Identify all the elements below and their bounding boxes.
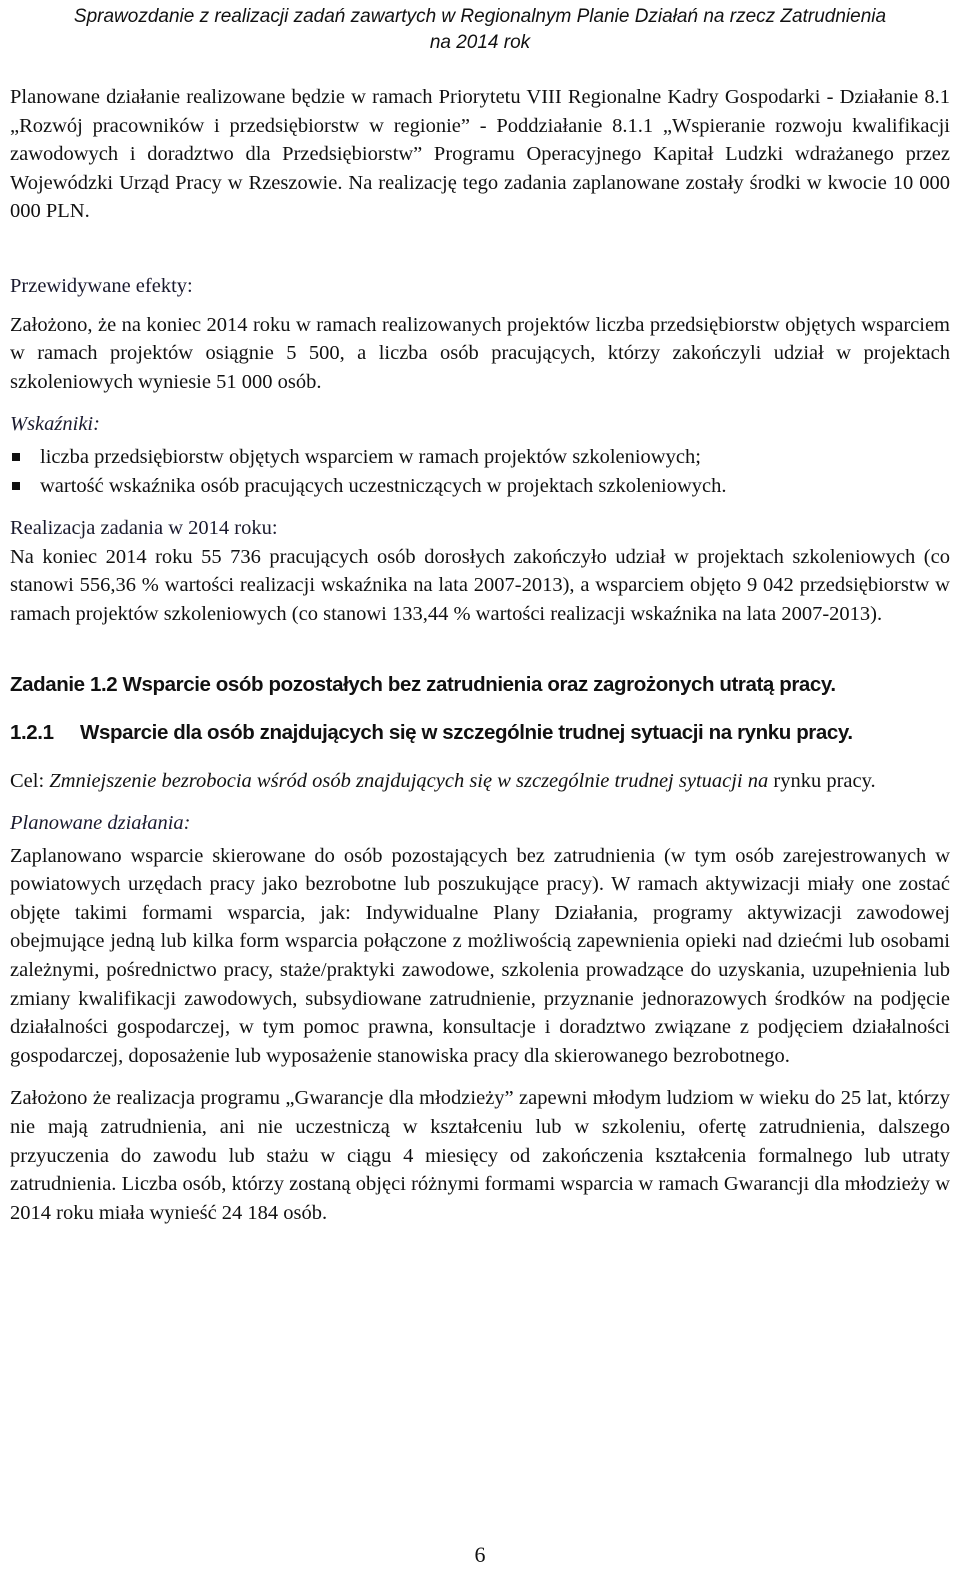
running-header [10, 0, 950, 56]
planned-paragraph: Zaplanowano wsparcie skierowane do osób pozostających bez zatrudnienia (w tym osób zarejestrowanych w powiatowych urzędach pracy jako bezrobotne lub poszukujące pracy). W ramach aktywizacji miały one zostać objęte takimi formami wsparcia, jak: Indywidualne Plany Działania, programy aktywizacji zawodowej obejmujące jedną lub kilka form wsparcia połączone z możliwością zapewnienia opieki nad dziećmi lub osobami zależnymi, pośrednictwo pracy, staże/praktyki zawodowe, szkolenia prowadzące do uzyskania, uzupełnienia lub zmiany kwalifikacji zawodowych, subsydiowane zatrudnienie, przyznanie jednorazowych środków na podjęcie działalności gospodarczej, w tym pomoc prawna, konsultacje i doradztwo związane z podjęciem działalności gospodarczej, doposażenie lub wyposażenie stanowiska pracy dla skierowanego bezrobotnego. [10, 844, 950, 1067]
subtask-title: Wsparcie dla osób znajdujących się w szczególnie trudnej sytuacji na rynku pracy. [80, 720, 853, 744]
list-item [10, 443, 950, 472]
square-bullet-icon [12, 453, 20, 461]
goal-text-end: rynku pracy. [773, 769, 876, 792]
effects-paragraph: Założono, że na koniec 2014 roku w ramach realizowanych projektów liczba przedsiębiorstw objętych wsparciem w ramach projektów osiągnie 5 500, a liczba osób pracujących, którzy zakończyli udział w projektach szkoleniowych wyniesie 51 000 osób. [10, 313, 950, 393]
planned-label: Planowane działania: [10, 812, 191, 835]
indicators-list [10, 443, 950, 500]
realization-label: Realizacja zadania w 2014 roku: [10, 517, 278, 540]
guarantee-paragraph: Założono że realizacja programu „Gwarancje dla młodzieży” zapewni młodym ludziom w wieku do 25 lat, którzy nie mają zatrudnienia, ani nie uczestniczą w kształceniu lub w szkoleniu, ofertę zatrudnienia, dalszego przyuczenia do zawodu lub stażu w ciągu 4 miesięcy od zakończenia kształcenia formalnego lub utraty zatrudnienia. Liczba osób, którzy zostaną objęci różnymi formami wsparcia w ramach Gwarancji dla młodzieży w 2014 roku miała wynieść 24 184 osób. [10, 1087, 950, 1224]
page-number: 6 [474, 1542, 486, 1567]
indicator-text: liczba przedsiębiorstw objętych wsparciem w ramach projektów szkoleniowych; [40, 445, 701, 468]
square-bullet-icon [12, 482, 20, 490]
effects-label: Przewidywane efekty: [10, 274, 193, 297]
subtask-number: 1.2.1 [10, 720, 54, 744]
header-line-2: na 2014 rok [429, 32, 531, 53]
intro-paragraph: Planowane działanie realizowane będzie w ramach Priorytetu VIII Regionalne Kadry Gospodarki - Działanie 8.1 „Rozwój pracowników i przedsiębiorstw w regionie” - Poddziałanie 8.1.1 „Wspieranie rozwoju kwalifikacji zawodowych i doradztwo dla Przedsiębiorstw” Programu Operacyjnego Kapitał Ludzki wdrażanego przez Wojewódzki Urząd Pracy w Rzeszowie. Na realizację tego zadania zaplanowane zostały środki w kwocie 10 000 000 PLN. [10, 86, 950, 223]
goal-label: Cel: [10, 769, 45, 792]
list-item [10, 472, 950, 501]
header-line-1: Sprawozdanie z realizacji zadań zawartych w Regionalnym Planie Działań na rzecz Zatrudnienia [73, 6, 887, 27]
indicator-text: wartość wskaźnika osób pracujących uczestniczących w projektach szkoleniowych. [40, 474, 727, 497]
task-heading: Zadanie 1.2 Wsparcie osób pozostałych bez zatrudnienia oraz zagrożonych utratą pracy. [10, 672, 836, 696]
goal-paragraph [10, 767, 950, 796]
goal-text: Zmniejszenie bezrobocia wśród osób znajdujących się w szczególnie trudnej sytuacji na [49, 769, 769, 792]
realization-paragraph: Na koniec 2014 roku 55 736 pracujących osób dorosłych zakończyło udział w projektach szkoleniowych (co stanowi 556,36 % wartości realizacji wskaźnika na lata 2007-2013), a wsparciem objęto 9 042 przedsiębiorstw w ramach projektów szkoleniowych (co stanowi 133,44 % wartości realizacji wskaźnika na lata 2007-2013). [10, 545, 950, 625]
subtask-heading [10, 719, 950, 747]
indicators-label: Wskaźniki: [10, 413, 100, 436]
